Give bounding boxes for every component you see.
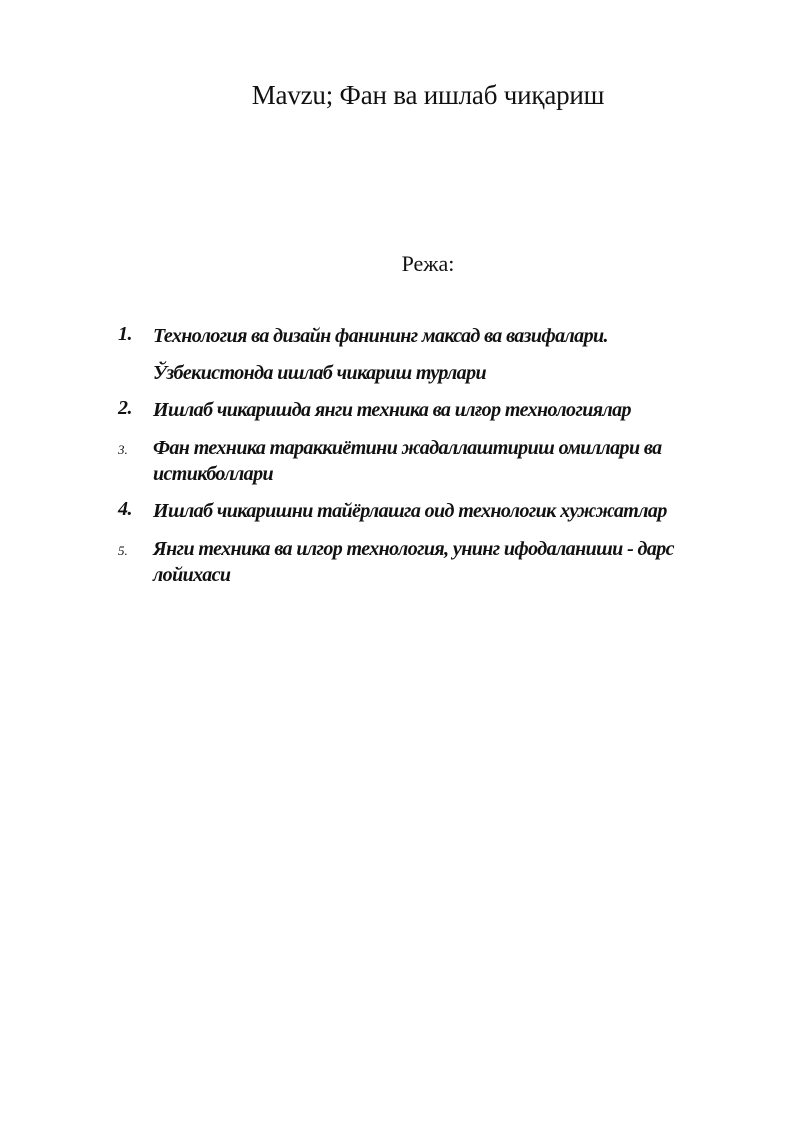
plan-item-number: 5. bbox=[118, 543, 128, 558]
plan-item-number: 1. bbox=[118, 323, 132, 345]
plan-item-text: Ишлаб чикаришни тайёрлашга оид технологик хужжатлар bbox=[153, 500, 667, 522]
plan-item-text: Янги техника ва илгор технология, унинг ифодаланиши - дарс bbox=[153, 538, 674, 560]
document-title: Mavzu; Фан ва ишлаб чиқариш bbox=[251, 80, 605, 110]
plan-heading: Режа: bbox=[401, 251, 455, 276]
plan-item-text: Ишлаб чикаришда янги техника ва илғор технологиялар bbox=[153, 399, 631, 421]
plan-item-text-continued: истикболлари bbox=[153, 463, 273, 485]
plan-item-number: 4. bbox=[118, 498, 132, 520]
plan-item-text: Фан техника тараккиётини жадаллаштириш омиллари ва bbox=[153, 437, 662, 459]
plan-item-text: Технология ва дизайн фанининг максад ва вазифалари. bbox=[153, 325, 608, 347]
plan-item-number: 2. bbox=[118, 397, 132, 419]
plan-item-number: 3. bbox=[118, 442, 128, 457]
plan-item-text-continued: Ўзбекистонда ишлаб чикариш турлари bbox=[153, 362, 486, 384]
plan-item-text-continued: лойихаси bbox=[153, 564, 231, 586]
